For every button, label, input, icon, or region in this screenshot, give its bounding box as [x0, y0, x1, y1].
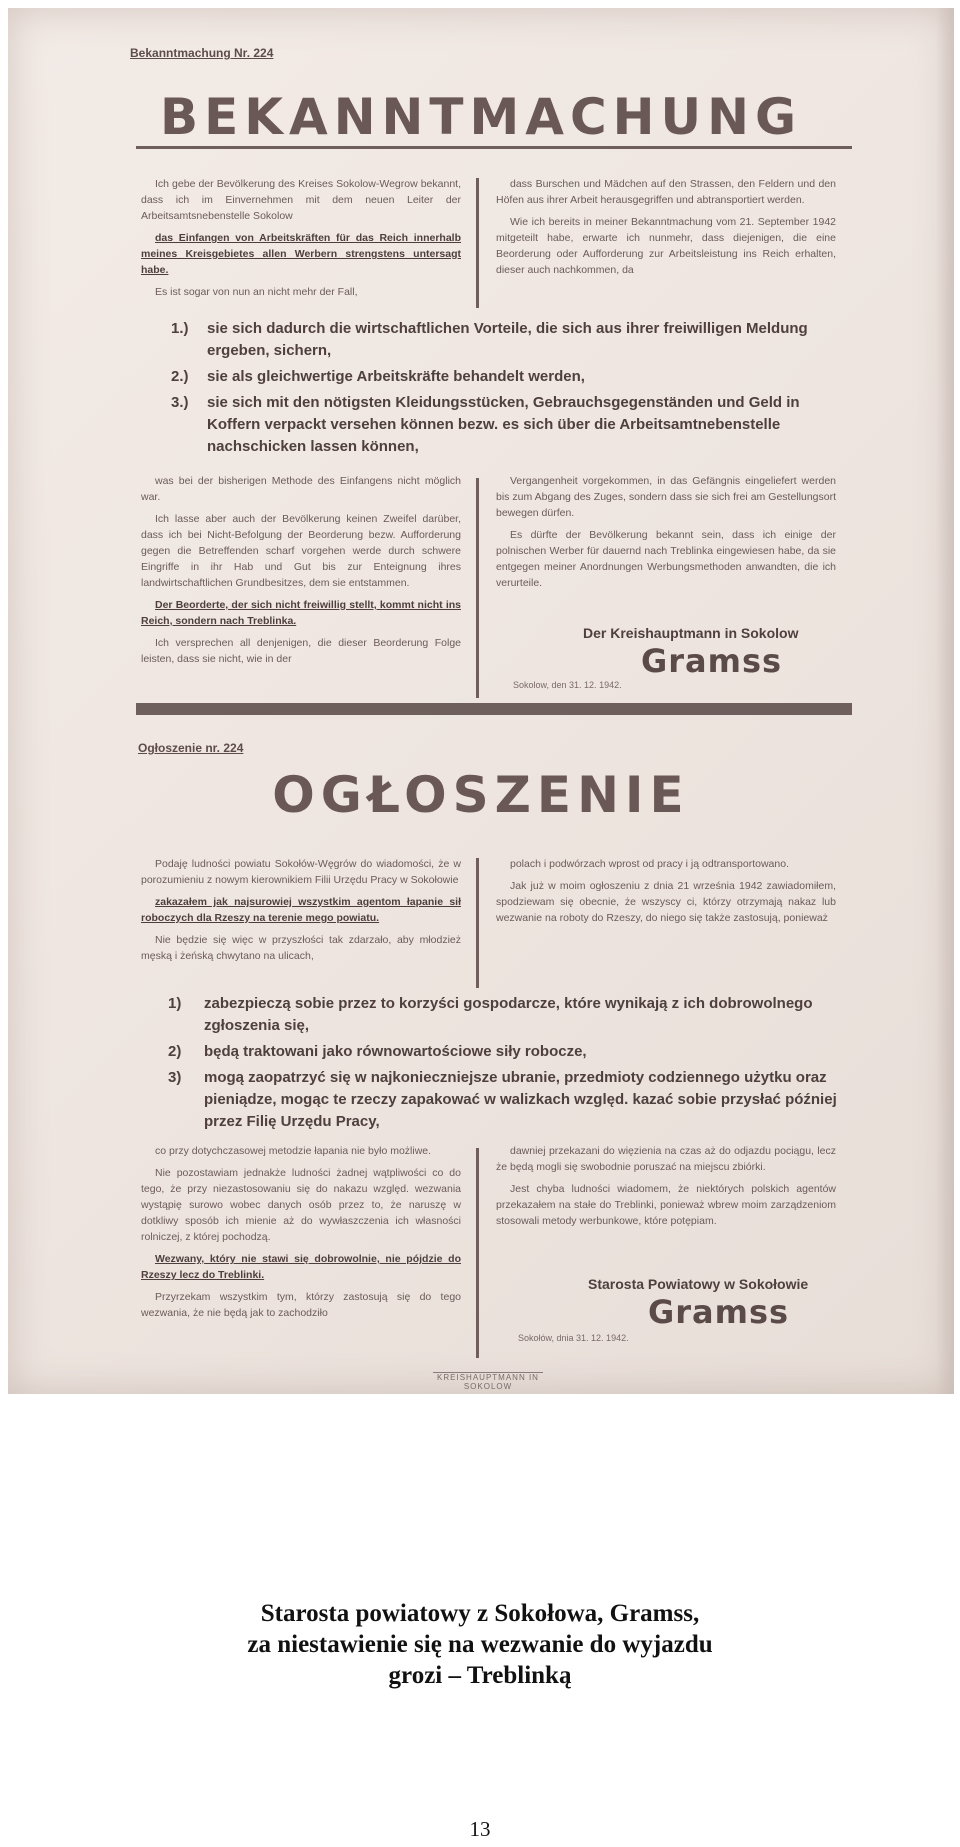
column-divider — [476, 178, 479, 308]
german-signature-name: Gramss — [641, 642, 783, 680]
list-item-text: sie als gleichwertige Arbeitskräfte behandelt werden, — [207, 368, 585, 385]
caption-line: Starosta powiatowy z Sokołowa, Gramss, — [260, 1600, 700, 1627]
paragraph: Ich versprechen all denjenigen, die dieser Beorderung Folge leisten, dass sie nicht, wie in der — [141, 637, 461, 665]
paragraph: Nie pozostawiam jednakże ludności żadnej wątpliwości co do tego, że przy niezastosowaniu się do nakazu względ. wezwania wystąpię surowo wobec danych osób przez to, że naruszę w dotkliwy sposób ich mienie aż do wywłaszczenia ich własności rolniczej, z której pochodzą. — [141, 1167, 461, 1243]
polish-headline: OGŁOSZENIE — [272, 766, 690, 824]
german-points-list — [171, 318, 851, 462]
paragraph: Es ist sogar von nun an nicht mehr der Fall, — [155, 286, 358, 298]
paragraph: Jak już w moim ogłoszeniu z dnia 21 września 1942 zawiadomiłem, spodziewam się obecnie, że wszyscy ci, którzy otrzymają nakaz lub wezwanie na roboty do Rzeszy, do niego się także zastosują, ponieważ — [496, 880, 836, 924]
column-divider — [476, 478, 479, 698]
paragraph: Es dürfte der Bevölkerung bekannt sein, dass ich einige der polnischen Werber für dauernd nach Treblinka eingewiesen habe, da sie entgegen meiner Anordnungen Werbungsmethoden anwandten, die ich verurteile. — [496, 529, 836, 589]
list-item-text: będą traktowani jako równowartościowe siły robocze, — [204, 1043, 587, 1060]
paragraph: Podaję ludności powiatu Sokołów-Węgrów do wiadomości, że w porozumieniu z nowym kierownikiem Filii Urzędu Pracy w Sokołowie — [141, 858, 461, 886]
list-item-number: 3.) — [171, 394, 189, 411]
polish-left-bottom-column — [141, 1143, 461, 1327]
column-divider — [476, 1148, 479, 1358]
paragraph: Vergangenheit vorgekommen, in das Gefängnis eingeliefert werden bis zum Abgang des Zuges, sondern dass sie sich frei am Gestellungsort bewegen dürfen. — [496, 475, 836, 519]
paragraph-underlined: das Einfangen von Arbeitskräften für das Reich innerhalb meines Kreisgebietes allen Werbern strengstens untersagt habe. — [141, 232, 461, 276]
polish-points-list — [168, 993, 852, 1137]
list-item-number: 2) — [168, 1043, 182, 1060]
list-item-number: 1) — [168, 995, 182, 1012]
list-item — [171, 318, 851, 362]
section-divider-bar — [136, 703, 852, 715]
column-divider — [476, 858, 479, 988]
paragraph: co przy dotychczasowej metodzie łapania nie było możliwe. — [155, 1145, 432, 1157]
paragraph-underlined: Wezwany, który nie stawi się dobrowolnie, nie pójdzie do Rzeszy lecz do Treblinki. — [141, 1253, 461, 1281]
paragraph: dawniej przekazani do więzienia na czas aż do odjazdu pociągu, lecz że będą mogli się swobodnie poruszać na miejscu zbiórki. — [496, 1145, 836, 1173]
paragraph: was bei der bisherigen Methode des Einfangens nicht möglich war. — [141, 475, 461, 503]
list-item — [168, 993, 852, 1037]
page-number: 13 — [469, 1817, 491, 1841]
paragraph: Przyrzekam wszystkim tym, którzy zastosują się do tego wezwania, że nie będą jak to zachodziło — [141, 1291, 461, 1319]
list-item — [171, 392, 851, 458]
polish-signature-name: Gramss — [648, 1293, 790, 1331]
paragraph: polach i podwórzach wprost od pracy i ją odtransportowano. — [510, 858, 789, 870]
german-headline-rule — [136, 146, 852, 149]
german-right-top-column — [496, 176, 836, 284]
list-item-number: 3) — [168, 1069, 182, 1086]
paragraph: Ich gebe der Bevölkerung des Kreises Sokolow-Wegrow bekannt, dass ich im Einvernehmen mit dem neuen Leiter der Arbeitsamtsnebenstelle Sokolow — [141, 178, 461, 222]
scanned-poster — [8, 8, 954, 1394]
list-item — [168, 1041, 852, 1063]
list-item-number: 2.) — [171, 368, 189, 385]
paragraph-underlined: zakazałem jak najsurowiej wszystkim agentom łapanie sił roboczych dla Rzeszy na terenie mego powiatu. — [141, 896, 461, 924]
polish-date: Sokołów, dnia 31. 12. 1942. — [518, 1333, 629, 1343]
german-headline: BEKANNTMACHUNG — [160, 88, 802, 146]
list-item-text: sie sich mit den nötigsten Kleidungsstücken, Gebrauchsgegenständen und Geld in Koffern verpackt versehen können bezw. es sich über die Arbeitsamtnebenstelle nachschicken lassen können, — [207, 394, 800, 455]
german-notice-number: Bekanntmachung Nr. 224 — [130, 46, 274, 60]
paragraph-underlined: Der Beorderte, der sich nicht freiwillig stellt, kommt nicht ins Reich, sondern nach Treblinka. — [141, 599, 461, 627]
caption-line: za niestawienie się na wezwanie do wyjazdu — [247, 1631, 713, 1658]
list-item-text: sie sich dadurch die wirtschaftlichen Vorteile, die sich aus ihrer freiwilligen Meldung ergeben, sichern, — [207, 320, 808, 359]
list-item — [171, 366, 851, 388]
polish-signature-office: Starosta Powiatowy w Sokołowie — [588, 1276, 809, 1292]
list-item-text: mogą zaopatrzyć się w najkonieczniejsze ubranie, przedmioty codziennego użytku oraz pieniądze, mogąc te rzeczy zapakować w walizkach względ. kazać sobie przysłać później przez Filię Urzędu Pracy, — [204, 1069, 837, 1130]
paragraph: Wie ich bereits in meiner Bekanntmachung vom 21. September 1942 mitgeteilt habe, erwarte ich nunmehr, dass diejenigen, die eine Beorderung oder Aufforderung zur Arbeitsleistung ins Reich erhalten, dieser auch nachkommen, da — [496, 216, 836, 276]
german-right-bottom-column — [496, 473, 836, 597]
german-left-top-column — [141, 176, 461, 306]
polish-notice-number: Ogłoszenie nr. 224 — [138, 741, 244, 755]
list-item-number: 1.) — [171, 320, 189, 337]
paragraph: Nie będzie się więc w przyszłości tak zdarzało, aby młodzież męską i żeńską chwytano na ulicach, — [141, 934, 461, 962]
polish-left-top-column — [141, 856, 461, 970]
paragraph: Jest chyba ludności wiadomem, że niektórych polskich agentów przekazałem na stałe do Treblinki, ponieważ wbrew moim zarządzeniom stosowali metody werbunkowe, które potępiam. — [496, 1183, 836, 1227]
list-item-text: zabezpieczą sobie przez to korzyści gospodarcze, które wynikają z ich dobrowolnego zgłoszenia się, — [204, 995, 813, 1034]
german-signature-office: Der Kreishauptmann in Sokolow — [583, 625, 799, 641]
list-item — [168, 1067, 852, 1133]
polish-right-bottom-column — [496, 1143, 836, 1235]
german-date: Sokolow, den 31. 12. 1942. — [513, 680, 622, 690]
german-left-bottom-column — [141, 473, 461, 673]
polish-right-top-column — [496, 856, 836, 932]
figure-caption — [80, 1598, 880, 1691]
paragraph: dass Burschen und Mädchen auf den Strassen, den Feldern und den Höfen aus ihrer Arbeit herausgegriffen und abtransportiert werden. — [496, 178, 836, 206]
paragraph: Ich lasse aber auch der Bevölkerung keinen Zweifel darüber, dass ich bei Nicht-Befolgung der Beorderung bezw. Aufforderung gegen die Betreffenden scharf vorgehen werde durch schwere Eingriffe in ihr Hab und Gut bis zur Enteignung ihres landwirtschaftlichen Grundbesitzes, dem sie entstammen. — [141, 513, 461, 589]
office-stamp: KREISHAUPTMANN IN SOKOLOW — [433, 1372, 543, 1391]
caption-line: grozi – Treblinką — [388, 1662, 572, 1689]
